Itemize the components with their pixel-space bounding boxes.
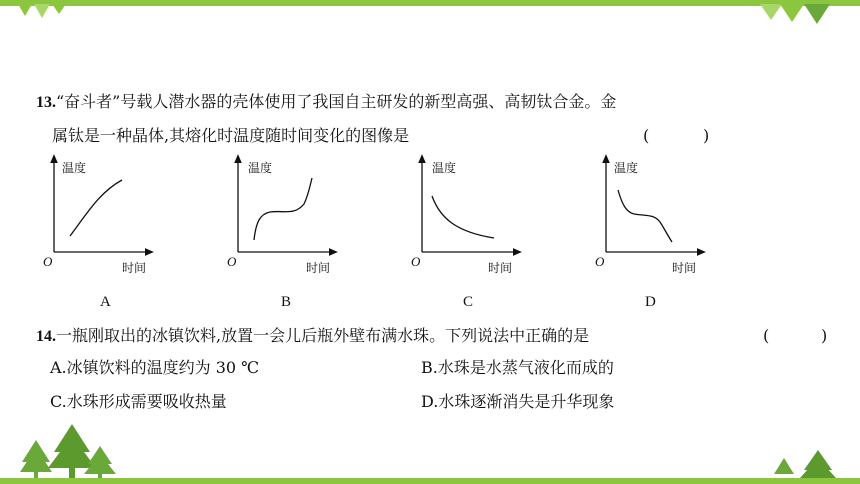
- question-13-answer-paren-open: (: [643, 126, 650, 145]
- graph-c-origin: O: [411, 254, 421, 269]
- graph-c-option-label: C: [463, 294, 474, 310]
- question-14-option-b: B.水珠是水蒸气液化而成的: [421, 358, 614, 377]
- graph-c-y-label: 温度: [432, 161, 457, 175]
- question-13-stem-part-1: “奋斗者”号载人潜水器的壳体使用了我国自主研发的新型高强、高韧钛合金。金: [56, 92, 617, 111]
- bottom-border-bar: [0, 478, 860, 484]
- question-13-stem-part-2: 属钛是一种晶体,其熔化时温度随时间变化的图像是: [52, 126, 410, 145]
- top-border-bar: [0, 0, 860, 6]
- graph-b-curve: [254, 178, 312, 240]
- graph-c-x-label: 时间: [488, 261, 513, 275]
- graph-c-curve: [432, 196, 494, 238]
- graph-d: [590, 152, 710, 278]
- question-13-number: 13.: [36, 94, 56, 111]
- graph-a-x-label: 时间: [122, 261, 147, 275]
- graph-a-curve: [70, 180, 122, 236]
- graph-b-option-label: B: [281, 294, 292, 310]
- bottom-left-trees-decoration: [18, 418, 118, 480]
- question-13-line-1: [36, 92, 616, 113]
- graph-d-origin: O: [595, 254, 605, 269]
- graph-d-option-label: D: [645, 294, 656, 310]
- graph-a-y-label: 温度: [62, 161, 87, 175]
- question-14-stem: 一瓶刚取出的冰镇饮料,放置一会儿后瓶外壁布满水珠。下列说法中正确的是: [56, 326, 590, 345]
- graph-d-x-label: 时间: [672, 261, 697, 275]
- graph-b-origin: O: [227, 254, 237, 269]
- graph-b-y-label: 温度: [248, 161, 273, 175]
- question-14-line: [36, 326, 589, 347]
- question-14-answer-paren-close: ): [821, 326, 828, 345]
- question-14-answer-paren-open: (: [763, 326, 770, 345]
- graph-a-origin: O: [43, 254, 53, 269]
- question-14-option-d: D.水珠逐渐消失是升华现象: [421, 392, 615, 411]
- top-right-leaf-decoration: [760, 0, 840, 24]
- graph-b: [222, 152, 342, 278]
- graph-d-curve: [618, 190, 672, 242]
- graph-a: [38, 152, 158, 278]
- bottom-right-trees-decoration: [770, 448, 840, 480]
- graph-c: [406, 152, 526, 278]
- graph-b-x-label: 时间: [306, 261, 331, 275]
- question-14-number: 14.: [36, 328, 56, 345]
- question-14-option-c: C.水珠形成需要吸收热量: [50, 392, 227, 411]
- question-14-option-a: A.冰镇饮料的温度约为 30 ℃: [50, 358, 260, 377]
- question-13-answer-paren-close: ): [703, 126, 710, 145]
- top-left-leaf-decoration: [18, 0, 68, 18]
- graph-d-y-label: 温度: [614, 161, 639, 175]
- graph-a-option-label: A: [100, 294, 111, 310]
